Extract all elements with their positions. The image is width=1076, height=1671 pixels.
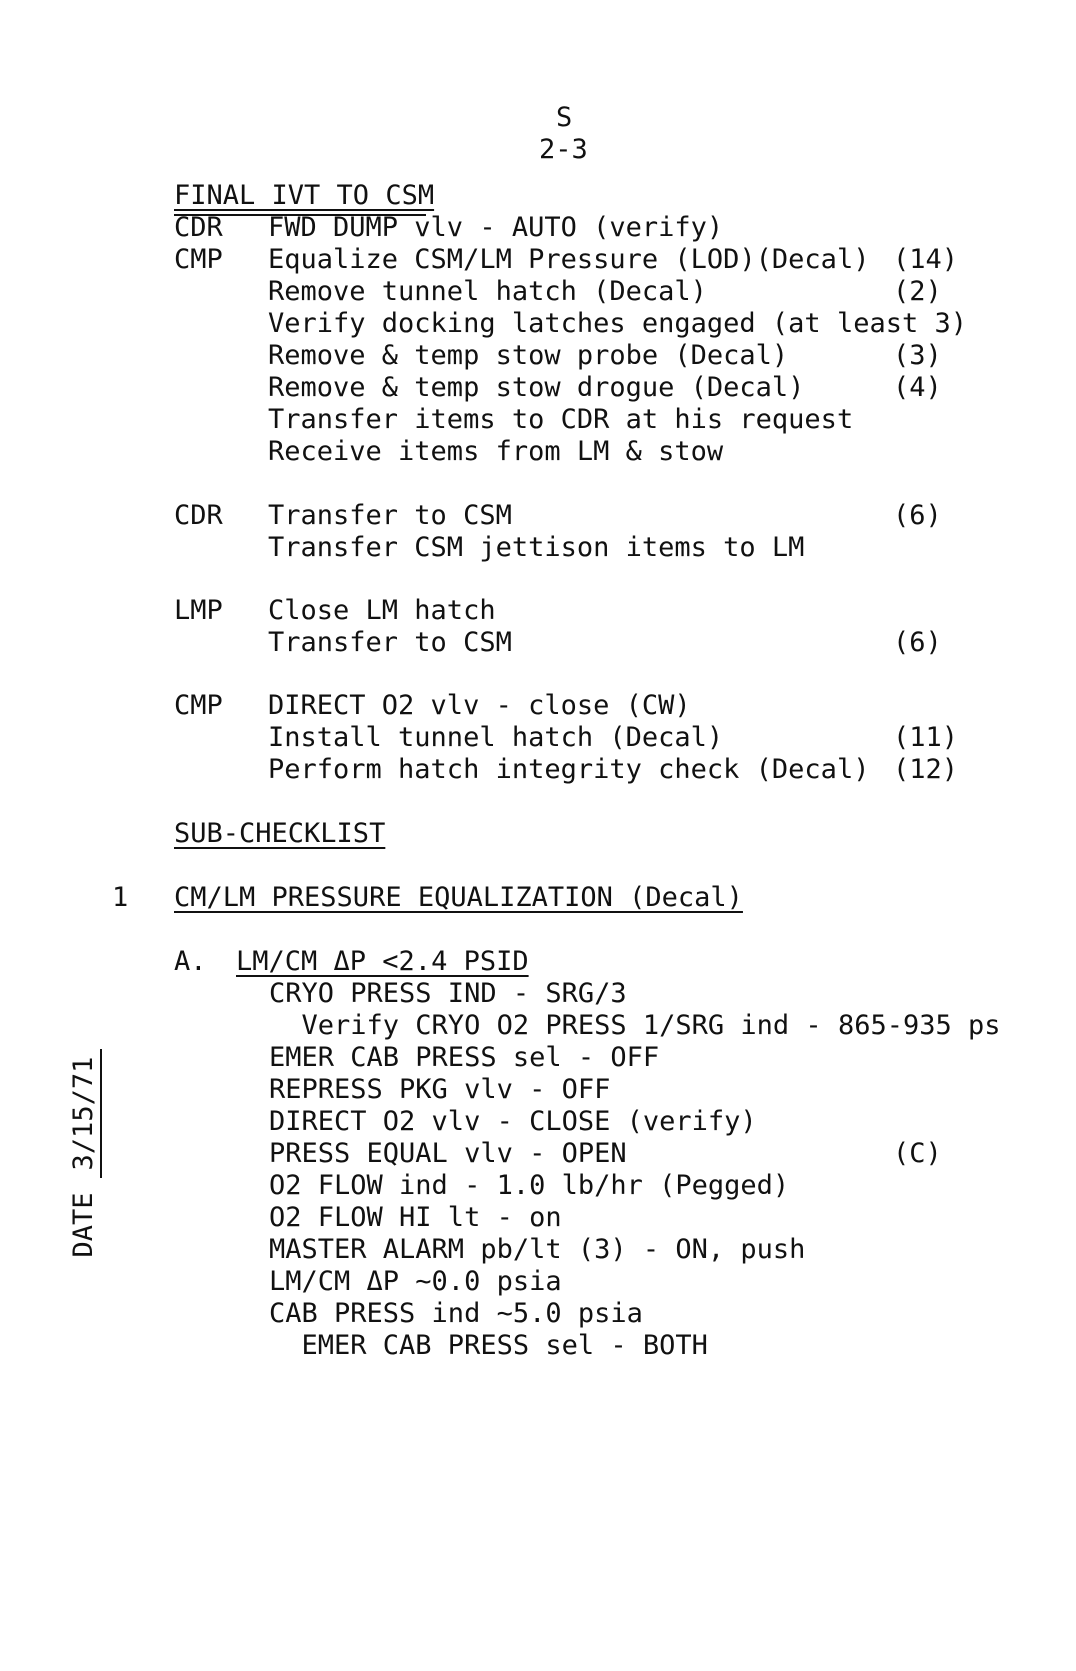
step-text: Remove & temp stow drogue (Decal) xyxy=(268,372,805,403)
step-text: Install tunnel hatch (Decal) xyxy=(268,722,724,753)
sub-item-title: CM/LM PRESSURE EQUALIZATION (Decal) xyxy=(174,882,743,913)
decal-ref: (C) xyxy=(893,1138,942,1169)
sub-step-text: EMER CAB PRESS sel - OFF xyxy=(269,1042,660,1073)
sub-step-text: PRESS EQUAL vlv - OPEN xyxy=(269,1138,627,1169)
sub-step-text: EMER CAB PRESS sel - BOTH xyxy=(269,1330,708,1361)
sub-step-text: LM/CM ΔP ~0.0 psia xyxy=(269,1266,562,1297)
crew-label: CMP xyxy=(174,244,223,275)
sub-step-text: O2 FLOW HI lt - on xyxy=(269,1202,562,1233)
sub-step-text: DIRECT O2 vlv - CLOSE (verify) xyxy=(269,1106,757,1137)
decal-ref: (4) xyxy=(893,372,942,403)
decal-ref: (14) xyxy=(893,244,959,275)
crew-label: CDR xyxy=(174,500,223,531)
section-title-final-ivt: FINAL IVT TO CSM xyxy=(174,180,435,211)
decal-ref: (3) xyxy=(893,340,942,371)
crew-label: LMP xyxy=(174,595,223,626)
sub-step-text: CRYO PRESS IND - SRG/3 xyxy=(269,978,627,1009)
step-text: Remove tunnel hatch (Decal) xyxy=(268,276,707,307)
step-text: Transfer CSM jettison items to LM xyxy=(268,532,805,563)
sub-step-text: O2 FLOW ind - 1.0 lb/hr (Pegged) xyxy=(269,1170,790,1201)
sub-step-text: REPRESS PKG vlv - OFF xyxy=(269,1074,611,1105)
step-text: Remove & temp stow probe (Decal) xyxy=(268,340,789,371)
sub-step-text: CAB PRESS ind ~5.0 psia xyxy=(269,1298,643,1329)
crew-label: CDR xyxy=(174,212,223,243)
sub-checklist-title: SUB-CHECKLIST xyxy=(174,818,386,849)
step-text: Receive items from LM & stow xyxy=(268,436,724,467)
decal-ref: (12) xyxy=(893,754,959,785)
section-letter: S xyxy=(556,102,573,133)
step-text: Equalize CSM/LM Pressure (LOD)(Decal) xyxy=(268,244,870,275)
date-label: DATE xyxy=(68,1192,99,1258)
step-text: Close LM hatch xyxy=(268,595,496,626)
step-title: LM/CM ΔP <2.4 PSID xyxy=(236,946,529,977)
decal-ref: (11) xyxy=(893,722,959,753)
step-text: Transfer to CSM xyxy=(268,500,512,531)
sub-item-number: 1 xyxy=(112,882,129,913)
date-value: 3/15/71 xyxy=(68,1049,102,1179)
step-text: FWD DUMP vlv - AUTO (verify) xyxy=(268,212,724,243)
page-number: 2-3 xyxy=(539,134,588,165)
decal-ref: (6) xyxy=(893,627,942,658)
crew-label: CMP xyxy=(174,690,223,721)
decal-ref: (2) xyxy=(893,276,942,307)
sub-step-text: MASTER ALARM pb/lt (3) - ON, push xyxy=(269,1234,806,1265)
date-margin xyxy=(36,1049,102,1290)
step-label: A. xyxy=(174,946,207,977)
step-text: Verify docking latches engaged (at least 3) xyxy=(268,308,967,339)
step-text: Perform hatch integrity check (Decal) xyxy=(268,754,870,785)
step-text: DIRECT O2 vlv - close (CW) xyxy=(268,690,691,721)
step-text: Transfer items to CDR at his request xyxy=(268,404,854,435)
sub-step-text: Verify CRYO O2 PRESS 1/SRG ind - 865-935 ps xyxy=(269,1010,1001,1041)
decal-ref: (6) xyxy=(893,500,942,531)
step-text: Transfer to CSM xyxy=(268,627,512,658)
